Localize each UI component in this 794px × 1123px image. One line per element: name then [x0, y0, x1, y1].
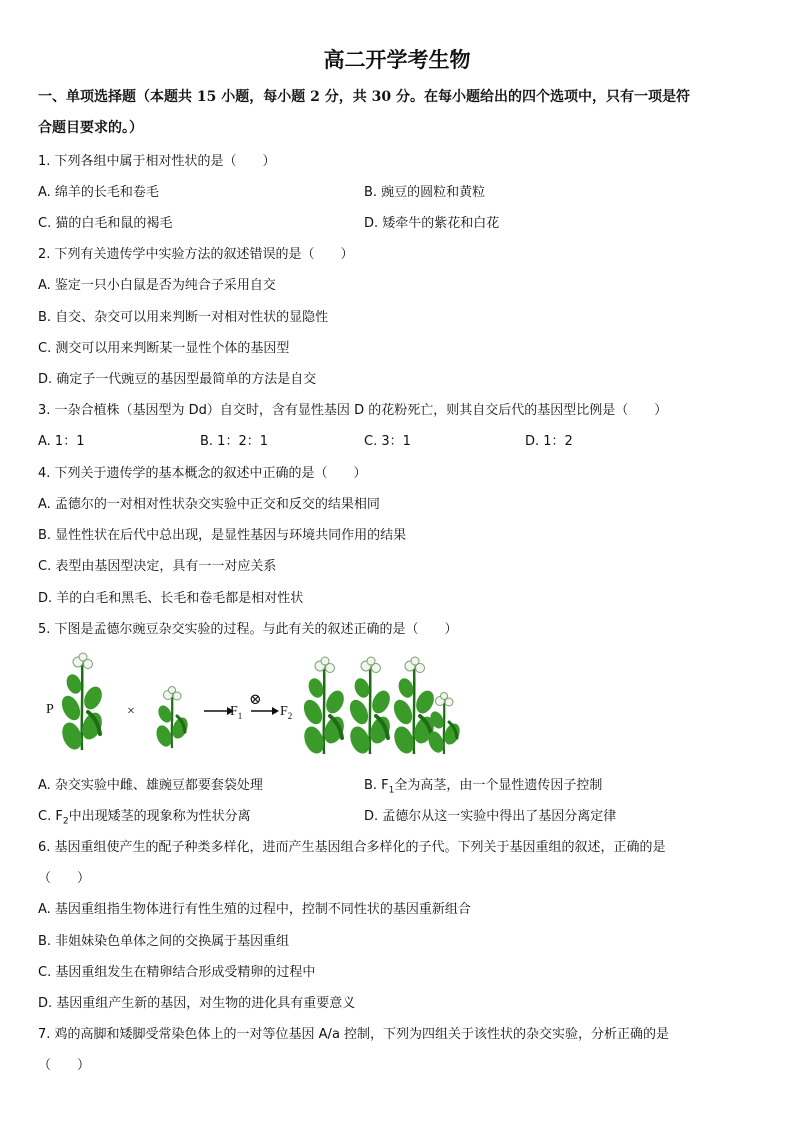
q4-option-c: C. 表型由基因型决定，具有一一对应关系	[38, 559, 277, 574]
q3-option-a: A. 1：1	[38, 434, 85, 449]
q2-option-b: B. 自交、杂交可以用来判断一对相对性状的显隐性	[38, 310, 329, 325]
q4-option-d: D. 羊的白毛和黑毛、长毛和卷毛都是相对性状	[38, 591, 304, 606]
q5-option-c: C. $F_2$中出现矮茎的现象称为性状分离	[38, 809, 251, 827]
section-heading-cont: 合题目要求的。）	[38, 120, 143, 136]
q6-option-b: B. 非姐妹染色单体之间的交换属于基因重组	[38, 934, 290, 949]
question-6-stem-cont: （ ）	[38, 871, 91, 886]
self-cross-symbol: ⊗	[249, 692, 262, 708]
q1-option-b: B. 豌豆的圆粒和黄粒	[364, 185, 486, 200]
label-f2: $F_2$	[280, 704, 293, 721]
label-f1: $F_1$	[230, 704, 243, 721]
parent-short-plant	[154, 687, 191, 749]
q5-option-b: B. $F_1$全为高茎，由一个显性遗传因子控制	[364, 778, 603, 796]
page-title: 高二开学考生物	[323, 47, 471, 72]
f2-tall-plant-2	[346, 657, 393, 756]
q1-option-c: C. 猫的白毛和鼠的褐毛	[38, 216, 173, 231]
question-7-stem: 7. 鸡的高脚和矮脚受常染色体上的一对等位基因 A/a 控制，下列为四组关于该性状的杂交实验，分析正确的是	[38, 1027, 670, 1042]
q2-option-c: C. 测交可以用来判断某一显性个体的基因型	[38, 341, 290, 356]
q2-option-a: A. 鉴定一只小白鼠是否为纯合子采用自交	[38, 278, 276, 293]
q5-option-d: D. 孟德尔从这一实验中得出了基因分离定律	[364, 809, 617, 824]
q6-option-a: A. 基因重组指生物体进行有性生殖的过程中，控制不同性状的基因重新组合	[38, 902, 471, 917]
question-4-stem: 4. 下列关于遗传学的基本概念的叙述中正确的是（ ）	[38, 466, 367, 481]
label-p: P	[46, 702, 54, 717]
q4-option-b: B. 显性性状在后代中总出现，是显性基因与环境共同作用的结果	[38, 528, 407, 543]
question-5-stem: 5. 下图是孟德尔豌豆杂交实验的过程。与此有关的叙述正确的是（ ）	[38, 622, 458, 637]
q3-option-b: B. 1：2：1	[200, 434, 268, 449]
q1-option-d: D. 矮牵牛的紫花和白花	[364, 216, 500, 231]
q6-option-d: D. 基因重组产生新的基因，对生物的进化具有重要意义	[38, 996, 356, 1011]
question-6-stem: 6. 基因重组使产生的配子种类多样化，进而产生基因组合多样化的子代。下列关于基因重组的叙述，正确的是	[38, 840, 666, 855]
q3-option-d: D. 1：2	[525, 434, 573, 449]
q1-option-a: A. 绵羊的长毛和卷毛	[38, 185, 159, 200]
q5-option-a: A. 杂交实验中雌、雄豌豆都要套袋处理	[38, 778, 263, 793]
q3-option-c: C. 3：1	[364, 434, 411, 449]
parent-tall-plant	[58, 653, 105, 752]
question-1-stem: 1. 下列各组中属于相对性状的是（ ）	[38, 154, 276, 169]
q4-option-a: A. 孟德尔的一对相对性状杂交实验中正交和反交的结果相同	[38, 497, 380, 512]
q6-option-c: C. 基因重组发生在精卵结合形成受精卵的过程中	[38, 965, 316, 980]
pea-cross-figure	[44, 652, 474, 762]
q2-option-d: D. 确定子一代豌豆的基因型最简单的方法是自交	[38, 372, 317, 387]
question-7-stem-cont: （ ）	[38, 1058, 91, 1073]
question-2-stem: 2. 下列有关遗传学中实验方法的叙述错误的是（ ）	[38, 247, 354, 262]
cross-symbol: ×	[127, 704, 135, 719]
f2-tall-plant-1	[300, 657, 347, 756]
question-3-stem: 3. 一杂合植株（基因型为 Dd）自交时，含有显性基因 D 的花粉死亡，则其自交后代的基因型比例是（ ）	[38, 403, 668, 418]
section-heading: 一、单项选择题（本题共 15 小题，每小题 2 分，共 30 分。在每小题给出的四个选项中，只有一项是符	[38, 89, 690, 105]
